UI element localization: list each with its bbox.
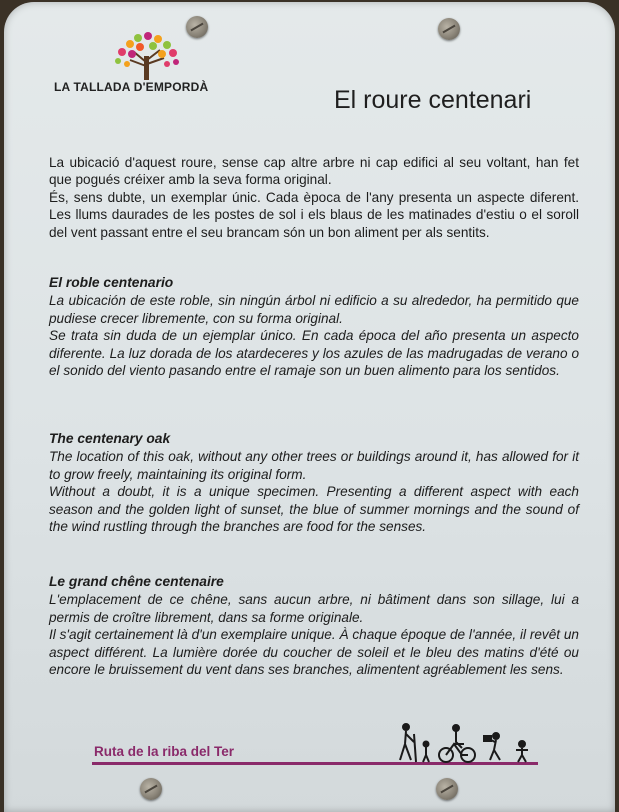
town-logo [54,32,234,98]
spanish-section [49,274,579,379]
child-icon [516,741,528,762]
catalan-paragraph: És, sens dubte, un exemplar únic. Cada època de l'any presenta un aspecte diferent. Les llums daurades de les postes de sol i els blaus de les matinades d'estiu o el soroll del vent passant entre el seu brancam són un bon aliment per als sentits. [49,189,579,240]
french-paragraph: Il s'agit certainement là d'un exemplaire unique. À chaque époque de l'année, il revêt un aspect différent. La lumière dorée du coucher de soleil et le bleu des matins d'été ou encore le bruissement du vent dans ses branches, alimentent agréablement les sens. [49,627,579,678]
tree-logo-icon [110,32,184,82]
logo-text: LA TALLADA D'EMPORDÀ [54,80,209,94]
catalan-paragraph: La ubicació d'aquest roure, sense cap altre arbre ni cap edifici al seu voltant, han fet que pogués créixer amb la seva forma original. [49,155,579,188]
french-heading: Le grand chêne centenaire [49,574,224,589]
english-heading: The centenary oak [49,431,171,446]
hiker-icon [400,724,429,762]
french-paragraph: L'emplacement de ce chêne, sans aucun arbre, ni bâtiment dans son sillage, lui a permis de croître librement, dans sa forme originale. [49,592,579,625]
screw-icon [438,18,460,40]
english-paragraph: Without a doubt, it is a unique specimen. Presenting a different aspect with each season and the golden light of sunset, the blue of summer mornings and the sound of the wind rustling through the branches are food for the senses. [49,484,579,535]
route-label: Ruta de la riba del Ter [94,744,235,759]
french-section [49,573,579,678]
cyclist-icon [439,725,475,762]
screw-icon [436,778,458,800]
screw-icon [140,778,162,800]
spanish-heading: El roble centenario [49,275,174,290]
catalan-section [49,154,579,241]
spanish-paragraph: Se trata sin duda de un ejemplar único. En cada época del año presenta un aspecto diferente. La luz dorada de los atardeceres y los azules de las madrugadas de verano o el sonido del viento pasando entre el ramaje son un buen alimento para los sentidos. [49,328,579,379]
activity-icons [396,722,536,764]
page-title: El roure centenari [334,86,532,114]
english-section [49,430,579,535]
english-paragraph: The location of this oak, without any other trees or buildings around it, has allowed for it to grow freely, maintaining its original form. [49,449,579,482]
photographer-icon [484,733,500,760]
information-sign [4,2,615,812]
spanish-paragraph: La ubicación de este roble, sin ningún árbol ni edificio a su alrededor, ha permitido que pudiese crecer libremente, con su forma original. [49,293,579,326]
